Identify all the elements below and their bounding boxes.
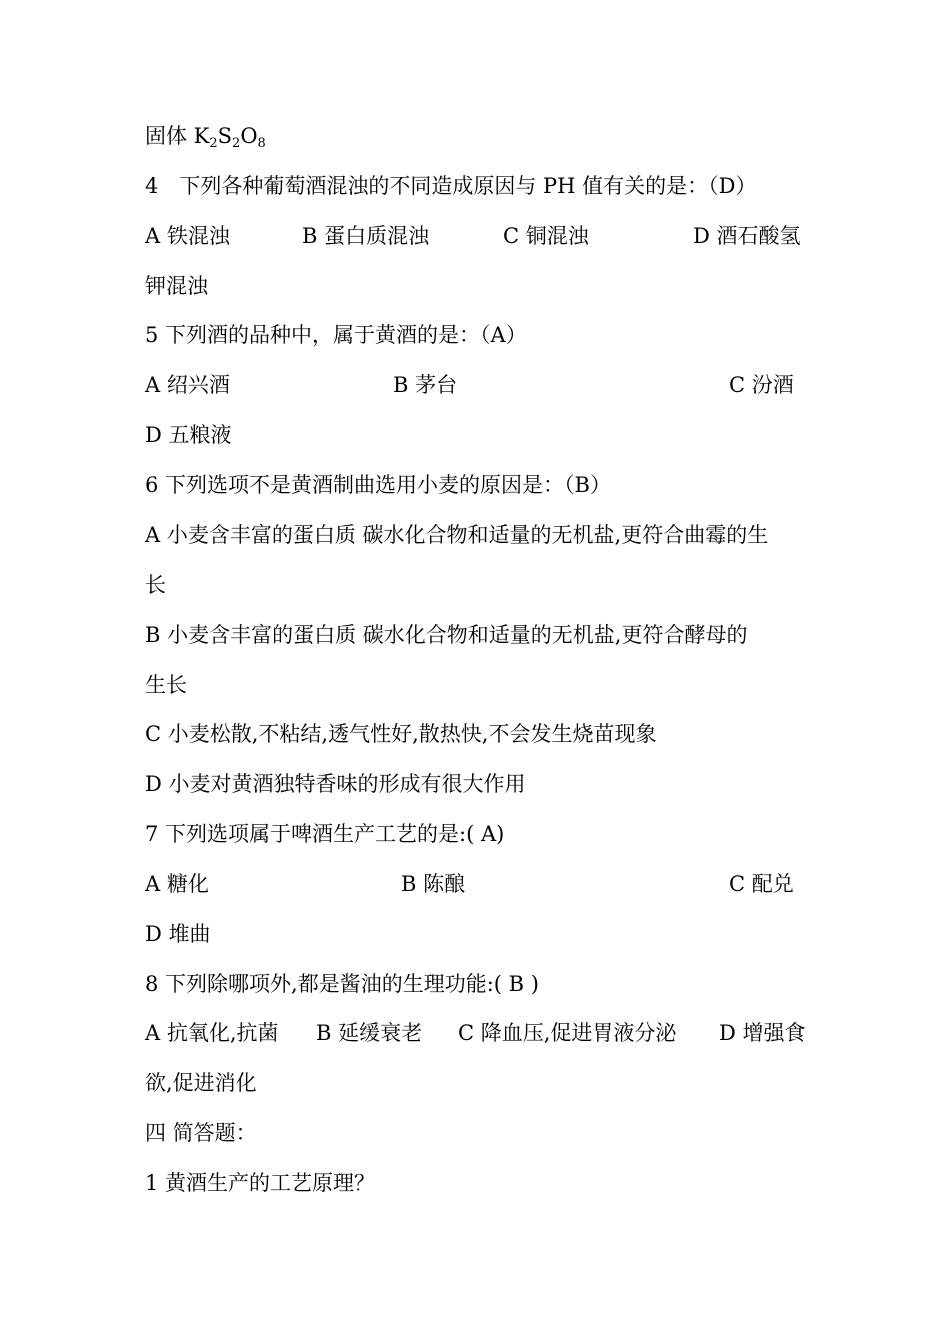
subscript-2a: 2 — [209, 136, 218, 151]
q8-option-a: A 抗氧化,抗菌 — [145, 1021, 279, 1045]
q5-option-d: D 五粮液 — [145, 423, 232, 447]
header-mid-o: O — [240, 124, 258, 148]
q6-option-a-line1: A 小麦含丰富的蛋白质 碳水化合物和适量的无机盐,更符合曲霉的生 — [145, 523, 769, 547]
q8-option-b: B 延缓衰老 — [316, 1021, 423, 1045]
short-answer-q1: 1 黄酒生产的工艺原理？ — [145, 1171, 376, 1195]
q6-stem: 6 下列选项不是黄酒制曲选用小麦的原因是：（B） — [145, 473, 611, 497]
q7-option-d: D 堆曲 — [145, 922, 211, 946]
section-heading: 四 简答题： — [145, 1121, 257, 1145]
q7-option-b: B 陈酿 — [401, 872, 466, 896]
q8-stem: 8 下列除哪项外,都是酱油的生理功能:( B ) — [145, 972, 539, 996]
header-line — [145, 122, 266, 158]
q4-option-b: B 蛋白质混浊 — [302, 224, 430, 248]
q8-option-d-wrap: 欲,促进消化 — [145, 1071, 257, 1095]
subscript-2b: 2 — [232, 136, 241, 151]
q4-stem: 4 下列各种葡萄酒混浊的不同造成原因与 PH 值有关的是：（D） — [145, 174, 757, 198]
q4-option-c: C 铜混浊 — [503, 224, 589, 248]
q4-option-d-wrap: 钾混浊 — [145, 274, 208, 298]
q8-option-c: C 降血压,促进胃液分泌 — [458, 1021, 677, 1045]
q5-option-b: B 茅台 — [393, 373, 458, 397]
q6-option-c: C 小麦松散,不粘结,透气性好,散热快,不会发生烧苗现象 — [145, 722, 657, 746]
q6-option-d: D 小麦对黄酒独特香味的形成有很大作用 — [145, 772, 526, 796]
q4-option-d: D 酒石酸氢 — [693, 224, 801, 248]
q6-option-b-line2: 生长 — [145, 673, 187, 697]
q5-stem: 5 下列酒的品种中，属于黄酒的是：（A） — [145, 323, 527, 347]
q6-option-b-line1: B 小麦含丰富的蛋白质 碳水化合物和适量的无机盐,更符合酵母的 — [145, 623, 748, 647]
q8-option-d: D 增强食 — [719, 1021, 806, 1045]
q4-option-a: A 铁混浊 — [145, 224, 230, 248]
subscript-8: 8 — [257, 136, 266, 151]
q7-option-c: C 配兑 — [729, 872, 794, 896]
q6-option-a-line2: 长 — [145, 573, 166, 597]
q5-option-a: A 绍兴酒 — [145, 373, 230, 397]
q5-option-c: C 汾酒 — [729, 373, 794, 397]
header-prefix: 固体 K — [145, 124, 210, 148]
q7-option-a: A 糖化 — [145, 872, 209, 896]
header-mid-s: S — [217, 124, 233, 148]
q7-stem: 7 下列选项属于啤酒生产工艺的是:( A) — [145, 822, 505, 846]
